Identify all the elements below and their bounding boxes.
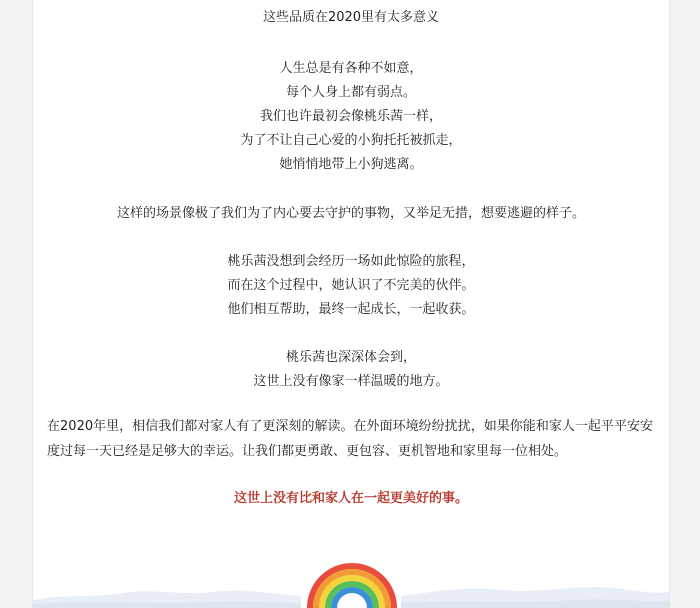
- stanza1-line-2: 每个人身上都有弱点。: [285, 85, 416, 100]
- stanza4-line-1: 桃乐茜也深深体会到，: [285, 350, 416, 365]
- stanza2-line: 这样的场景像极了我们为了内心要去守护的事物，又举足无措，想要逃避的样子。: [116, 206, 585, 221]
- closing-line: 这世上没有比和家人在一起更美好的事。: [233, 491, 468, 506]
- article-page: [32, 0, 670, 608]
- stanza3-line-2: 而在这个过程中，她认识了不完美的伙伴。: [227, 278, 475, 293]
- stanza1-line-4: 为了不让自己心爱的小狗托托被抓走，: [240, 133, 462, 148]
- header-line: 这些品质在2020里有太多意义: [262, 10, 440, 25]
- body-paragraph: 在2020年里，相信我们都对家人有了更深刻的解读。在外面环境纷纷扰扰，如果你能和家人一起平平安安度过每一天已经是足够大的幸运。让我们都更勇敢、更包容、更机智地和家里每一位相处。: [47, 419, 653, 459]
- stanza1-line-5: 她悄悄地带上小狗逃离。: [279, 157, 423, 172]
- stanza1-line-1: 人生总是有各种不如意，: [279, 61, 423, 76]
- rainbow-icon: [305, 544, 399, 608]
- stanza4-line-2: 这世上没有像家一样温暖的地方。: [253, 374, 449, 389]
- stanza3-line-1: 桃乐茜没想到会经历一场如此惊险的旅程，: [227, 254, 475, 269]
- stanza3-line-3: 他们相互帮助，最终一起成长，一起收获。: [227, 302, 475, 317]
- stanza1-line-3: 我们也许最初会像桃乐茜一样，: [259, 109, 442, 124]
